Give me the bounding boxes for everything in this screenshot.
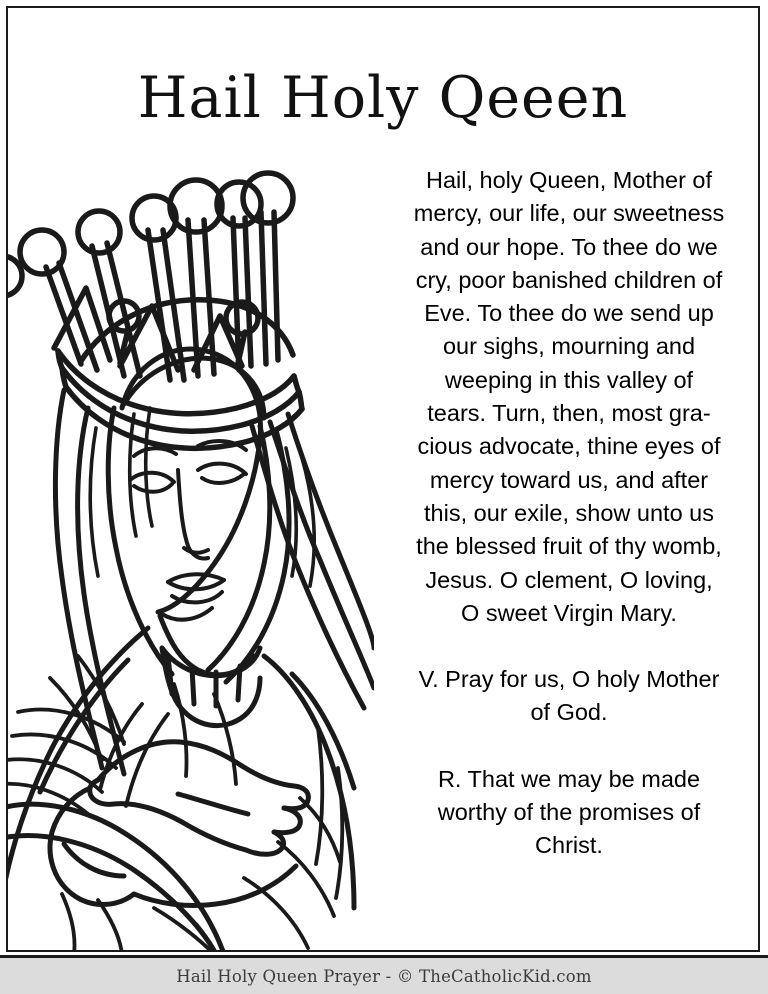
prayer-line: and our hope. To thee do we bbox=[420, 233, 718, 260]
footer-credit: Hail Holy Queen Prayer - © TheCatholicKid.com bbox=[176, 966, 592, 986]
paragraph-spacer bbox=[388, 630, 750, 663]
page-title: Hail Holy Qeeen bbox=[137, 65, 629, 132]
prayer-line: mercy toward us, and after bbox=[429, 466, 709, 493]
prayer-line: this, our exile, show unto us bbox=[424, 499, 714, 526]
prayer-line: Hail, holy Queen, Mother of bbox=[425, 167, 713, 193]
prayer-line: Eve. To thee do we send up bbox=[424, 300, 714, 327]
prayer-line: mercy, our life, our sweetness bbox=[413, 200, 725, 227]
paragraph-spacer bbox=[388, 730, 750, 763]
response-line: R. That we may be made bbox=[437, 765, 701, 792]
prayer-line: cious advocate, thine eyes of bbox=[417, 433, 721, 460]
versicle-line: of God. bbox=[530, 699, 608, 726]
prayer-versicle bbox=[388, 663, 750, 730]
prayer-line: our sighs, mourning and bbox=[442, 333, 696, 360]
prayer-line: tears. Turn, then, most gra- bbox=[427, 400, 711, 427]
footer-bar bbox=[0, 955, 768, 994]
versicle-line: V. Pray for us, O holy Mother bbox=[418, 666, 720, 693]
response-line: Christ. bbox=[535, 832, 603, 859]
prayer-line: cry, poor banished children of bbox=[415, 266, 723, 293]
prayer-response bbox=[388, 763, 750, 863]
virgin-mary-illustration bbox=[6, 108, 374, 952]
prayer-body bbox=[388, 164, 750, 630]
prayer-line: Jesus. O clement, O loving, bbox=[425, 566, 713, 593]
printable-sheet bbox=[6, 6, 760, 952]
prayer-line: weeping in this valley of bbox=[444, 366, 694, 393]
prayer-line: O sweet Virgin Mary. bbox=[461, 599, 677, 626]
prayer-text-block bbox=[388, 164, 750, 863]
response-line: worthy of the promises of bbox=[437, 799, 701, 826]
prayer-line: the blessed fruit of thy womb, bbox=[416, 533, 722, 560]
